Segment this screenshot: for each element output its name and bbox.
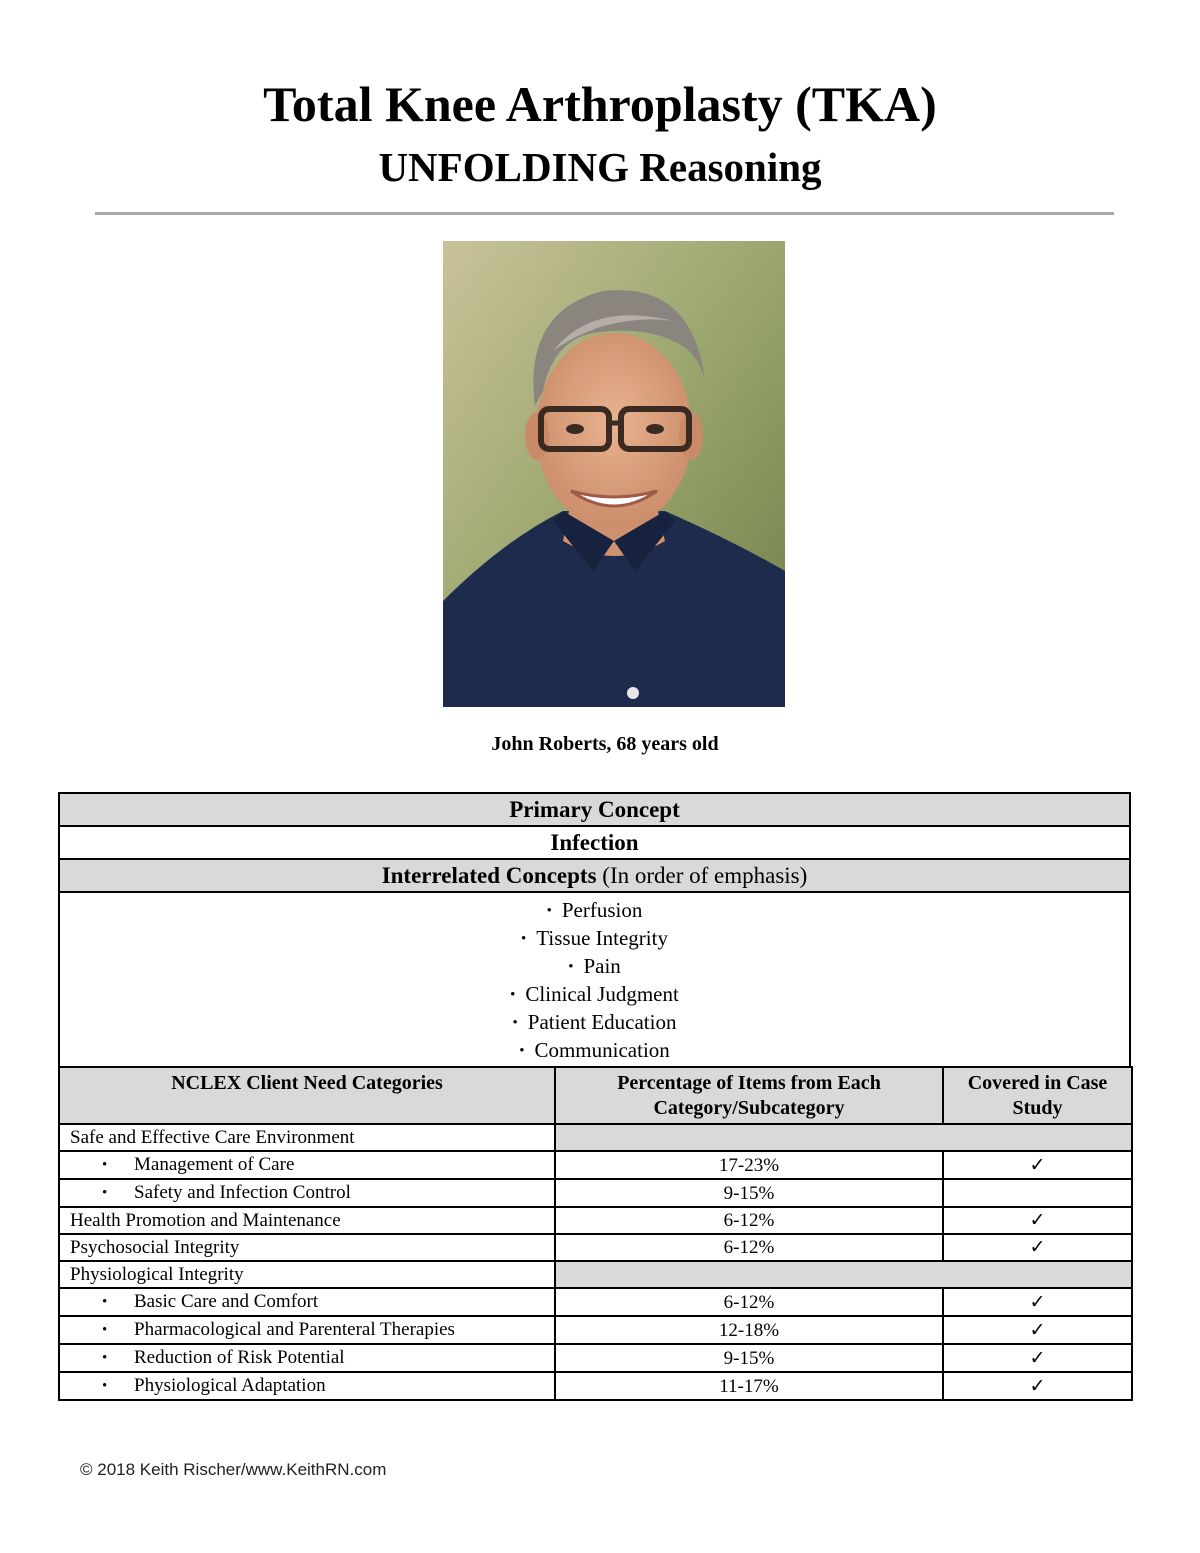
interrelated-concepts-list xyxy=(59,892,1130,1072)
interrelated-heading-note: (In order of emphasis) xyxy=(602,862,808,888)
bullet-icon: • xyxy=(568,959,574,975)
subcategory-cell xyxy=(59,1372,555,1400)
percentage-cell: 9-15% xyxy=(555,1344,943,1372)
page-subtitle: UNFOLDING Reasoning xyxy=(378,144,822,190)
category-spacer xyxy=(555,1124,1132,1151)
concept-label: Pain xyxy=(583,954,621,978)
concept-label: Tissue Integrity xyxy=(536,926,668,950)
bullet-icon: • xyxy=(102,1185,108,1201)
primary-concept-value: Infection xyxy=(59,826,1130,859)
checkmark-icon: ✓ xyxy=(943,1372,1132,1400)
table-row xyxy=(59,1124,1132,1151)
concept-label: Clinical Judgment xyxy=(525,982,679,1006)
table-row xyxy=(59,1151,1132,1179)
nclex-table xyxy=(58,1066,1133,1401)
table-row xyxy=(59,1372,1132,1400)
copyright-footer: © 2018 Keith Rischer/www.KeithRN.com xyxy=(80,1460,387,1479)
checkmark-icon: ✓ xyxy=(943,1151,1132,1179)
concepts-table xyxy=(58,792,1131,1073)
percentage-cell: 6-12% xyxy=(555,1207,943,1234)
title-divider xyxy=(95,212,1114,215)
bullet-icon: • xyxy=(546,903,552,919)
subcategory-label: Reduction of Risk Potential xyxy=(134,1347,345,1368)
percentage-cell: 9-15% xyxy=(555,1179,943,1207)
column-header-percentage: Percentage of Items from Each Category/Subcategory xyxy=(555,1067,943,1124)
category-label: Physiological Integrity xyxy=(59,1261,555,1288)
concept-label: Communication xyxy=(534,1038,670,1062)
concept-label: Perfusion xyxy=(561,898,643,922)
subcategory-cell xyxy=(59,1179,555,1207)
checkmark-icon: ✓ xyxy=(943,1344,1132,1372)
patient-portrait-illustration xyxy=(443,241,785,707)
checkmark-icon: ✓ xyxy=(943,1207,1132,1234)
subcategory-cell xyxy=(59,1288,555,1316)
checkmark-icon: ✓ xyxy=(943,1316,1132,1344)
category-label: Safe and Effective Care Environment xyxy=(59,1124,555,1151)
interrelated-heading-label: Interrelated Concepts xyxy=(381,862,597,888)
percentage-cell: 6-12% xyxy=(555,1288,943,1316)
table-row xyxy=(59,1234,1132,1261)
checkmark-icon: ✓ xyxy=(943,1288,1132,1316)
bullet-icon: • xyxy=(510,987,516,1003)
covered-cell xyxy=(943,1179,1132,1207)
table-row xyxy=(59,1261,1132,1288)
percentage-cell: 17-23% xyxy=(555,1151,943,1179)
subcategory-cell xyxy=(59,1151,555,1179)
list-item xyxy=(60,981,1129,1009)
concept-label: Patient Education xyxy=(527,1010,677,1034)
subcategory-label: Basic Care and Comfort xyxy=(134,1291,319,1312)
list-item xyxy=(60,1037,1129,1065)
page-title: Total Knee Arthroplasty (TKA) xyxy=(263,76,937,132)
patient-photo xyxy=(443,241,785,707)
percentage-cell: 11-17% xyxy=(555,1372,943,1400)
list-item xyxy=(60,1009,1129,1037)
patient-caption: John Roberts, 68 years old xyxy=(491,733,719,755)
table-row xyxy=(59,1344,1132,1372)
subcategory-cell xyxy=(59,1316,555,1344)
subcategory-label: Management of Care xyxy=(134,1154,295,1175)
primary-concept-heading: Primary Concept xyxy=(59,793,1130,826)
checkmark-icon: ✓ xyxy=(943,1234,1132,1261)
table-row xyxy=(59,1316,1132,1344)
bullet-icon: • xyxy=(102,1350,108,1366)
table-row xyxy=(59,1288,1132,1316)
bullet-icon: • xyxy=(102,1378,108,1394)
list-item xyxy=(60,953,1129,981)
column-header-covered: Covered in Case Study xyxy=(943,1067,1132,1124)
bullet-icon: • xyxy=(512,1015,518,1031)
column-header-category: NCLEX Client Need Categories xyxy=(59,1067,555,1124)
percentage-cell: 6-12% xyxy=(555,1234,943,1261)
category-label: Psychosocial Integrity xyxy=(59,1234,555,1261)
percentage-cell: 12-18% xyxy=(555,1316,943,1344)
table-row xyxy=(59,1179,1132,1207)
bullet-icon: • xyxy=(519,1043,525,1059)
subcategory-label: Pharmacological and Parenteral Therapies xyxy=(134,1319,455,1340)
category-label: Health Promotion and Maintenance xyxy=(59,1207,555,1234)
bullet-icon: • xyxy=(102,1157,108,1173)
bullet-icon: • xyxy=(102,1294,108,1310)
table-row xyxy=(59,1207,1132,1234)
subcategory-label: Physiological Adaptation xyxy=(134,1375,326,1396)
subcategory-label: Safety and Infection Control xyxy=(134,1182,351,1203)
bullet-icon: • xyxy=(521,931,527,947)
bullet-icon: • xyxy=(102,1322,108,1338)
interrelated-concepts-heading xyxy=(59,859,1130,892)
list-item xyxy=(60,897,1129,925)
category-spacer xyxy=(555,1261,1132,1288)
list-item xyxy=(60,925,1129,953)
subcategory-cell xyxy=(59,1344,555,1372)
